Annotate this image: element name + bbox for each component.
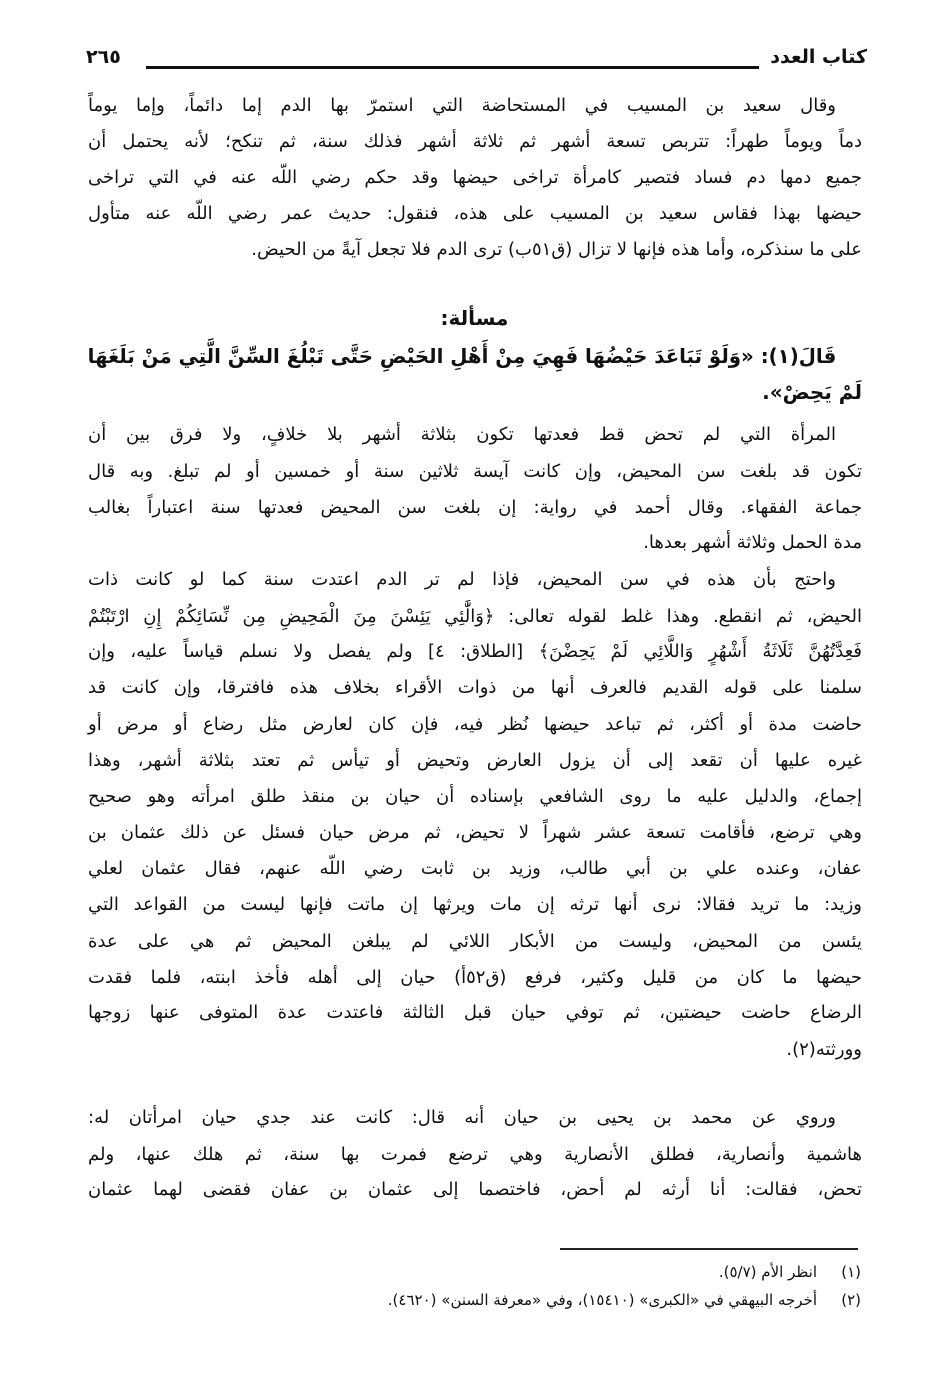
text-line: سلمنا على قوله القديم فالعرف أنها من ذوات الأقراء بخلاف هذه فافترقا، وإن كانت قد	[88, 677, 862, 698]
text-line: وهي ترضع، فأقامت تسعة عشر شهراً لا تحيض، ثم مرض حيان فسئل عن ذلك عثمان بن	[88, 822, 862, 843]
text-line: قَالَ(١): «وَلَوْ تَبَاعَدَ حَيْضُهَا فَهِيَ مِنْ أَهْلِ الحَيْضِ حَتَّى تَبْلُغَ السِّنَّ الَّتِي مَنْ بَلَغَهَا	[87, 344, 837, 368]
footnote-2	[388, 1291, 861, 1309]
text-line: جماعة الفقهاء. وقال أحمد في رواية: إن بلغت سن المحيض فعدتها سنة اعتباراً بغالب	[88, 497, 862, 518]
text-line: فَعِدَّتُهُنَّ ثَلَاثَةُ أَشْهُرٍ وَاللَّائِي لَمْ يَحِضْنَ﴾ [الطلاق: ٤] ولم يفصل ولا نسلم قياساً عليه، وإن	[88, 641, 862, 662]
text-line: غيره عليها أن تقعد إلى أن يزول العارض وتحيض أو تيأس ثم تعتد بثلاثة أشهر، وهذا	[88, 750, 862, 771]
text-line: حاضت مدة أو أكثر، ثم تباعد حيضها نُظر فيه، فإن كان لعارض مثل رضاع أو مرض أو	[88, 714, 862, 735]
text-line: لَمْ يَحِضْ».	[762, 380, 862, 404]
footnote-number: (١)	[841, 1263, 861, 1281]
text-line: واحتج بأن هذه في سن المحيض، فإذا لم تر الدم اعتدت سنة كما لو كانت ذات	[88, 569, 836, 590]
footnote-text: أخرجه البيهقي في «الكبرى» (١٥٤١٠)، وفي «معرفة السنن» (٤٦٢٠).	[387, 1291, 817, 1309]
text-line: يئسن من المحيض، وليست من الأبكار اللائي لم يبلغن المحيض ثم هي على عدة	[88, 931, 862, 952]
text-line: حيضها ما كان من قليل وكثير، فرفع (ق٥٢أ) حيان إلى أهله فأخذ ابنته، فلما فقدت	[88, 967, 862, 988]
text-line: تحض، فقالت: أنا أرثه لم أحض، فاختصما إلى عثمان بن عفان فقضى لهما عثمان	[88, 1179, 862, 1200]
text-line: دماً ويوماً طهراً: تتربص تسعة أشهر ثم ثلاثة أشهر فذلك سنة، ثم تنكح؛ لأنه يحتمل أن	[88, 131, 862, 152]
header-rule	[146, 66, 759, 69]
text-line: هاشمية وأنصارية، فطلق الأنصارية وهي ترضع فمرت بها سنة، ثم هلك عنها، ولم	[88, 1144, 862, 1165]
footnote-rule	[560, 1248, 858, 1250]
footnote-1	[719, 1263, 861, 1281]
text-line: وروي عن محمد بن يحيى بن حيان أنه قال: كانت عند جدي حيان امرأتان له:	[88, 1107, 836, 1128]
text-line: الحيض، ثم انقطع. وهذا غلط لقوله تعالى: ﴿وَالَّٰئِي يَئِسْنَ مِنَ الْمَحِيضِ مِن نِّسَائِكُمْ إِنِ ارْتَبْتُمْ	[88, 606, 862, 627]
text-line: جميع دمها دم فساد فتصير كامرأة تراخى حيضها وقد حكم رضي اللّه عنه في التي تراخى	[88, 167, 862, 188]
text-line: مدة الحمل وثلاثة أشهر بعدها.	[643, 532, 862, 553]
text-line: وورثته(٢).	[786, 1039, 862, 1060]
text-line: إجماع، والدليل عليه ما روى الشافعي بإسناده أن حيان بن منقذ طلق امرأته وهو صحيح	[88, 786, 862, 807]
text-line: وزيد: ما تريد فقالا: نرى أنها ترثه إن مات ويرثها إن ماتت فإنها ليست من القواعد التي	[88, 894, 862, 915]
text-line: تكون قد بلغت سن المحيض، وإن كانت آيسة ثلاثين سنة أو خمسين أو لم تبلغ. وبه قال	[88, 461, 862, 482]
text-line: الرضاع حاضت حيضتين، ثم توفي حيان قبل الثالثة فاعتدت عدة المتوفى عنها زوجها	[88, 1002, 862, 1023]
text-line: عفان، وعنده علي بن أبي طالب، وزيد بن ثابت رضي اللّه عنهم، فقال عثمان لعلي	[88, 858, 862, 879]
text-line: على ما سنذكره، وأما هذه فإنها لا تزال (ق٥١ب) ترى الدم فلا تجعل آيةً من الحيض.	[251, 239, 862, 260]
chapter-title: كتاب العدد	[770, 46, 867, 68]
footnote-text: انظر الأم (٥/٧).	[718, 1263, 817, 1281]
text-line: حيضها بهذا فقاس سعيد بن المسيب على هذه، فنقول: حديث عمر رضي اللّه عنه متأول	[88, 203, 862, 224]
page-number: ٢٦٥	[86, 46, 121, 68]
text-line: وقال سعيد بن المسيب في المستحاضة التي استمرّ بها الدم إما دائماً، وإما يوماً	[88, 95, 836, 116]
footnote-number: (٢)	[841, 1291, 861, 1309]
section-heading: مسألة:	[440, 306, 509, 330]
text-line: المرأة التي لم تحض قط فعدتها تكون بثلاثة أشهر بلا خلافٍ، ولا فرق بين أن	[88, 424, 836, 445]
